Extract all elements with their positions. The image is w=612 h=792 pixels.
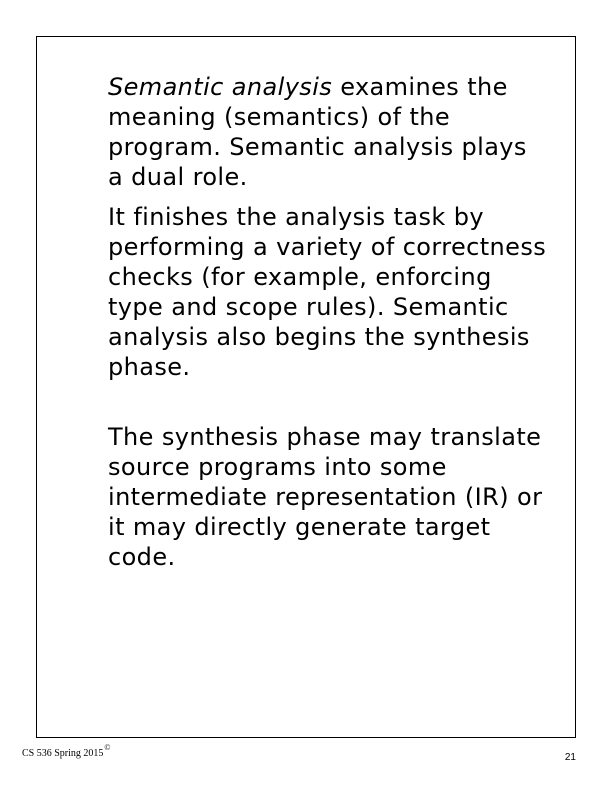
footer-course-label: CS 536 Spring 2015: [22, 748, 104, 759]
paragraph-synthesis-phase: The synthesis phase may translate source programs into some intermediate representation (IR) or it may directly generate target code.: [108, 423, 543, 571]
copyright-symbol: ©: [104, 743, 111, 752]
paragraph-analysis-task: It finishes the analysis task by performing a variety of correctness checks (for example, enforcing type and scope rules). Semantic analysis also begins the synthesis phase.: [108, 203, 547, 381]
paragraph-1-text: examines the meaning (semantics) of the program. Semantic analysis plays a dual role.: [108, 73, 527, 191]
paragraph-semantic-analysis: [108, 72, 548, 192]
term-semantic-analysis: Semantic analysis: [108, 73, 333, 101]
page-number: 21: [564, 752, 576, 763]
footer-course-info: [22, 743, 111, 760]
slide-body: [108, 72, 548, 572]
